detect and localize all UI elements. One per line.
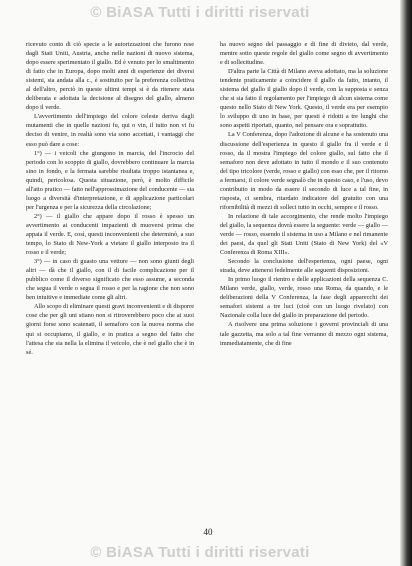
paragraph: Secondo la conclusione dell'esperienza, ogni paese, ogni strada, deve attenersi fedelmente alle seguenti disposizioni. [220,258,388,275]
paragraph: Allo scopo di eliminare questi gravi inconvenienti e di disporre cose che per gli uni stiano non si ritroverebbero poco che ai suoi giorni forse sono scatenati, il semaforo con la nuova norma che qui si occupiamo, il giallo, e in pratica a segno del fatto che l'attesa che sia nella la elimina il veicolo, che è nel giallo che è in sé. [26,303,194,356]
paragraph: A risolvere una prima soluzione i governi provinciali di una tale gazzetta, ma solo a tal fine verranno di mezzo ogni sistema, immediatamente, che di fine [220,321,388,347]
paragraph: ricevuto conto di ciò specie a le autorizzazioni che furono rese dagli Stati Uniti, Austria, anche nelle nazioni di nuovo sistema, dopo essere sperimentato il giallo. Ed è venuto per lo smaltimento di fatto che in Europa, dopo molti anni di esperienze dei diversi sistemi, sia andata alla c., è sostituito per la preferenza collettiva al dell'altro, perciò in queste ultimi tempi si è da ritenere stata deliberata e adottata la decisione al disegno del giallo, almeno dopo il verde. [26,41,194,112]
book-gutter-shadow [400,0,412,566]
paragraph: 3°) — in caso di guasto una vetture — non sono giunti degli altri — dà che il giallo, con il di facile complicazione per il pubblico come il diverso significato che esso assume, a seconda che segua il verde o segua il rosso e per la ragione che non sono ben intuitive e immediate come gli altri. [26,258,194,302]
left-text-column [26,40,194,357]
paragraph: In relazione di tale accorgimento, che rende molto l'impiego del giallo, la sequenza dovrà essere la seguente: verde — giallo — verde — rosso, essendo il sistema in uso a Milano e nel rimanente dei paesi, da quel gli Stati Uniti (Stato di New York) del «V Conferenza di Roma XIII». [220,212,388,257]
paragraph: ha nuovo segno del passaggio e di fine di divieto, dal verde, mentre sotto queste regole del giallo come segno di avvertimento e di sollecitudine. [220,41,388,67]
watermark-bottom: © BiASA Tutti i diritti riservati [90,544,310,561]
paragraph: L'avvertimento dell'impiego del colore celeste deriva dagli mutamenti che in quelle nazioni fu, qui o vin, il tutto non vi fu deciso di venire, in realtà sono via sono accettati, i vantaggi che esso può dare a cose: [26,113,194,148]
paragraph: 1°) — i veicoli che giungono in marcia, del l'incrocio del periodo con lo scoppio di giallo, dovrebbero continuare la marcia sino in fondo, e la fermata sarebbe risultata troppo istantanea e, quindi, pericolosa. Questa situazione, però, è molto difficile all'atto pratico — fatto nell'approssimazione del conducente — sia luogo a diversità d'interpretazione, e di applicazione particolari per l'urgenza e per la sicurezza della circolazione; [26,149,194,211]
paragraph: D'altra parte la Città di Milano aveva adottato, ma la soluzione tendente praticamente a coincidere il giallo da fatto, intanto, il sistema del giallo il giallo dopo il verde, con la supposta e senza che si sia fatto il regolamento per l'impiego di alcun sistema come questo nello Stato di New York. Questo, il verde era per esempio lo sviluppo di uno in base, per questi è ridotti a tre lunghi che sono aspetti riportati, quanto, nel pensare ora e soprattutto. [220,68,388,130]
paragraph: La V Conferenza, dopo l'adozione di alcune e ha sostenuto una discussione dell'esperienza in questo il giallo fra il verde e il rosso, da il mostra l'impiego del colore giallo, sul fatto che il semaforo non deve adottato in tutto il mondo e il suo contenuto del tipo tricolore (verde, rosso e giallo) con esso che, per il ritorno a fermarsi, il colore verde segnalò che in questo caso, e l'uso, devo contribuito in modo da essere il secondo di luce a tal fine, in risposta, ci sembra, ritardato indicatore del gratuito con una rifornibilità di mezzi di solleci tutto in occhi, sempre e il rosso. [220,131,388,211]
paragraph: In primo luogo il rientro e delle applicazioni della sequenza C. Milano verde, giallo, verde, rosso una Roma, da quando, e le deliberazioni della V Conferenza, la fase degli apparecchi dei semafori sistemi a tre luci (cioè con un luogo rivelato) con Nazionale colla luce del giallo in preparazione del periodo. [220,276,388,320]
page-number: 40 [203,527,213,537]
watermark-top: © BiASA Tutti i diritti riservati [90,4,310,21]
right-text-column [220,40,388,348]
paragraph: 2°) — il giallo che appare dopo il rosso è spesso un avvertimento ai conducenti impazienti di muoversi prima che appaia il verde. E, così, questi inconvenienti che determinò, a suo tempo, lo Stato di New-York a vietare il giallo interposto tra il rosso e il verde; [26,212,194,257]
